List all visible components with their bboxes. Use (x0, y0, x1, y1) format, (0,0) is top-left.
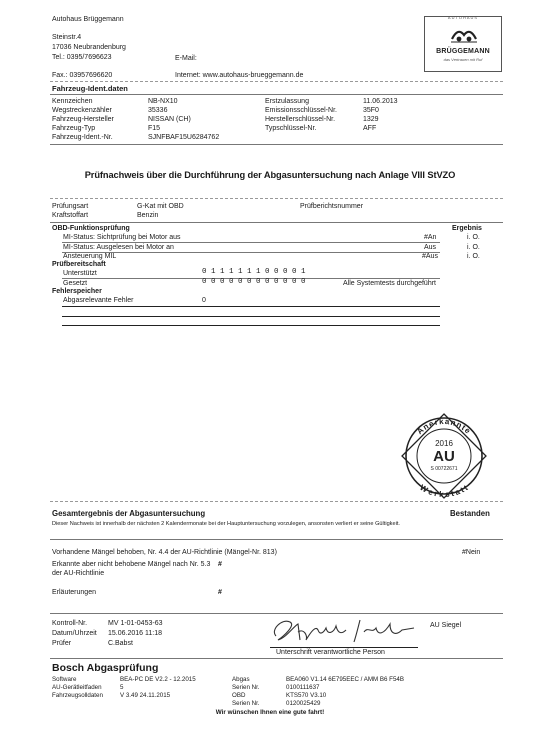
vehicle-value: 1329 (363, 116, 379, 123)
control-value: MV 1-01-0453-63 (108, 620, 163, 627)
vehicle-section-title: Fahrzeug-Ident.daten (52, 84, 128, 93)
test-type-label: Prüfungsart (52, 203, 89, 210)
svg-text:Werkstatt (418, 483, 470, 499)
dealer-name: Autohaus Brüggemann (52, 16, 124, 23)
obd-row-result: i. O. (467, 234, 480, 241)
divider (50, 198, 503, 199)
bosch-label: AU-Gerätleitfaden (52, 684, 102, 691)
control-label: Prüfer (52, 640, 72, 647)
page-title: Prüfnachweis über die Durchführung der Abgasuntersuchung nach Anlage VIII StVZO (84, 170, 456, 180)
blank-line (62, 316, 440, 317)
dealer-logo (424, 16, 502, 72)
bosch-label: Software (52, 676, 77, 683)
vehicle-label: Typschlüssel-Nr. (265, 125, 317, 132)
bosch-value: 0120025429 (286, 700, 321, 707)
divider (50, 501, 503, 502)
obd-section-title: OBD-Funktionsprüfung (52, 225, 130, 232)
vehicle-label: Kennzeichen (52, 98, 93, 105)
faults-label: Abgasrelevante Fehler (63, 297, 134, 304)
defects-fixed-value: #Nein (462, 549, 481, 556)
bosch-title: Bosch Abgasprüfung (52, 662, 159, 674)
dealer-fax: Fax.: 03957696620 (52, 72, 113, 79)
faults-value: 0 (202, 297, 206, 304)
dealer-internet: Internet: www.autohaus-brueggemann.de (175, 72, 304, 79)
control-label: Datum/Uhrzeit (52, 630, 97, 637)
readiness-row-note: Alle Systemtests durchgeführt (343, 280, 436, 287)
control-value: 15.06.2016 11:18 (108, 630, 162, 637)
divider (50, 658, 503, 659)
vehicle-value: 11.06.2013 (363, 98, 398, 105)
row-divider (62, 242, 440, 243)
vehicle-label: Emissionsschlüssel-Nr. (265, 107, 337, 114)
dealer-tel: Tel.: 0395/7696623 (52, 54, 112, 61)
row-divider (62, 252, 440, 253)
remarks-value: # (218, 589, 222, 596)
dealer-street: Steinstr.4 (52, 34, 82, 41)
divider (50, 222, 503, 223)
bosch-value: V 3.49 24.11.2015 (120, 692, 171, 699)
vehicle-value: F15 (148, 125, 161, 132)
divider (50, 539, 503, 540)
defects-recognized: Erkannte aber nicht behobene Mängel nach Nr. 5.3 (52, 561, 211, 568)
logo-emblem-icon (448, 25, 480, 45)
vehicle-value: 35F0 (363, 107, 379, 114)
obd-row-label: Ansteuerung MIL (63, 253, 117, 260)
bosch-value: KTS570 V3.10 (286, 692, 327, 699)
vehicle-label: Fahrzeug-Hersteller (52, 116, 114, 123)
bosch-value: 0100111637 (286, 684, 320, 691)
defects-recognized-cont: der AU-Richtlinie (52, 570, 105, 577)
obd-row-label: MI-Status: Ausgelesen bei Motor an (63, 244, 174, 251)
test-type-value: G-Kat mit OBD (137, 203, 184, 210)
signature (268, 612, 418, 646)
defects-recognized-mark: # (218, 561, 222, 568)
blank-line (62, 325, 440, 326)
result-value: Bestanden (450, 509, 490, 518)
seal-number: S 00722671 (430, 466, 458, 472)
seal-ring-top: Anerkannte (415, 416, 473, 437)
bosch-value: BEA060 V1.14 6E795EEC / AMM B6 F54B (286, 676, 404, 683)
svg-text:Anerkannte (415, 417, 473, 436)
readiness-row-value: 0 1 1 1 1 1 1 0 0 0 0 1 (202, 268, 306, 276)
vehicle-label: Erstzulassung (265, 98, 309, 105)
bosch-value: 5 (120, 684, 124, 691)
obd-row-label: MI-Status: Sichtprüfung bei Motor aus (63, 234, 181, 241)
fuel-value: Benzin (137, 212, 159, 219)
bosch-label: Abgas (232, 676, 250, 683)
control-value: C.Babst (108, 640, 133, 647)
signature-line (270, 647, 418, 648)
obd-row-result: i. O. (467, 244, 480, 251)
bosch-footer: Wir wünschen Ihnen eine gute fahrt! (215, 709, 325, 716)
vehicle-value: NISSAN (CH) (148, 116, 191, 123)
vehicle-label: Fahrzeug-Ident.-Nr. (52, 134, 113, 141)
seal-mark: AU (433, 448, 455, 465)
signature-caption: Unterschrift verantwortliche Person (276, 649, 385, 656)
blank-line (62, 306, 440, 307)
readiness-section-title: Prüfbereitschaft (52, 261, 106, 268)
bosch-label: Serien Nr. (232, 684, 260, 691)
logo-slogan: das Vertrauen mit Ruf (443, 57, 483, 62)
faults-section-title: Fehlerspeicher (52, 288, 102, 295)
result-title: Gesamtergebnis der Abgasuntersuchung (52, 509, 206, 518)
seal-ring-bottom: Werkstatt (418, 482, 471, 500)
obd-row-value: #Aus (422, 253, 438, 260)
vehicle-value: SJNFBAF15U6284762 (148, 134, 220, 141)
au-seal-stamp (400, 412, 488, 500)
vehicle-label: Fahrzeug-Typ (52, 125, 96, 132)
divider (50, 81, 503, 82)
vehicle-value: AFF (363, 125, 377, 132)
divider (50, 94, 503, 95)
vehicle-label: Wegstreckenzähler (52, 107, 112, 114)
vehicle-label: Herstellerschlüssel-Nr. (265, 116, 336, 123)
fuel-label: Kraftstoffart (52, 212, 89, 219)
obd-row-value: #An (424, 234, 437, 241)
defects-fixed: Vorhandene Mängel behoben, Nr. 4.4 der AU-Richtlinie (Mängel-Nr. 813) (52, 549, 277, 556)
readiness-row-label: Gesetzt (63, 280, 88, 287)
bosch-label: Fahrzeugsolldaten (52, 692, 103, 699)
readiness-row-value: 0 0 0 0 0 0 0 0 0 0 0 0 (202, 278, 306, 286)
result-header: Ergebnis (452, 225, 482, 232)
report-number-label: Prüfberichtsnummer (300, 203, 364, 210)
dealer-city: 17036 Neubrandenburg (52, 44, 126, 51)
bosch-value: BEA-PC DE V2.2 - 12.2015 (120, 676, 196, 683)
result-note: Dieser Nachweis ist innerhalb der nächsten 2 Kalendermonate bei der Hauptuntersuchung vorzulegen, ansonsten verliert er seine Gültigkeit. (52, 521, 400, 527)
obd-row-result: i. O. (467, 253, 480, 260)
readiness-row-label: Unterstützt (63, 270, 97, 277)
bosch-label: Serien Nr. (232, 700, 260, 707)
dealer-email-label: E-Mail: (175, 55, 197, 62)
remarks-label: Erläuterungen (52, 589, 96, 596)
logo-top-text: AUTOHAUS (447, 15, 479, 20)
seal-year: 2016 (435, 439, 453, 448)
vehicle-value: NB-NX10 (148, 98, 178, 105)
vehicle-value: 35336 (148, 107, 168, 114)
au-seal-label: AU Siegel (430, 622, 462, 629)
bosch-label: OBD (232, 692, 246, 699)
divider (50, 144, 503, 145)
logo-name: BRÜGGEMANN (436, 48, 490, 55)
control-label: Kontroll-Nr. (52, 620, 88, 627)
obd-row-value: Aus (424, 244, 437, 251)
